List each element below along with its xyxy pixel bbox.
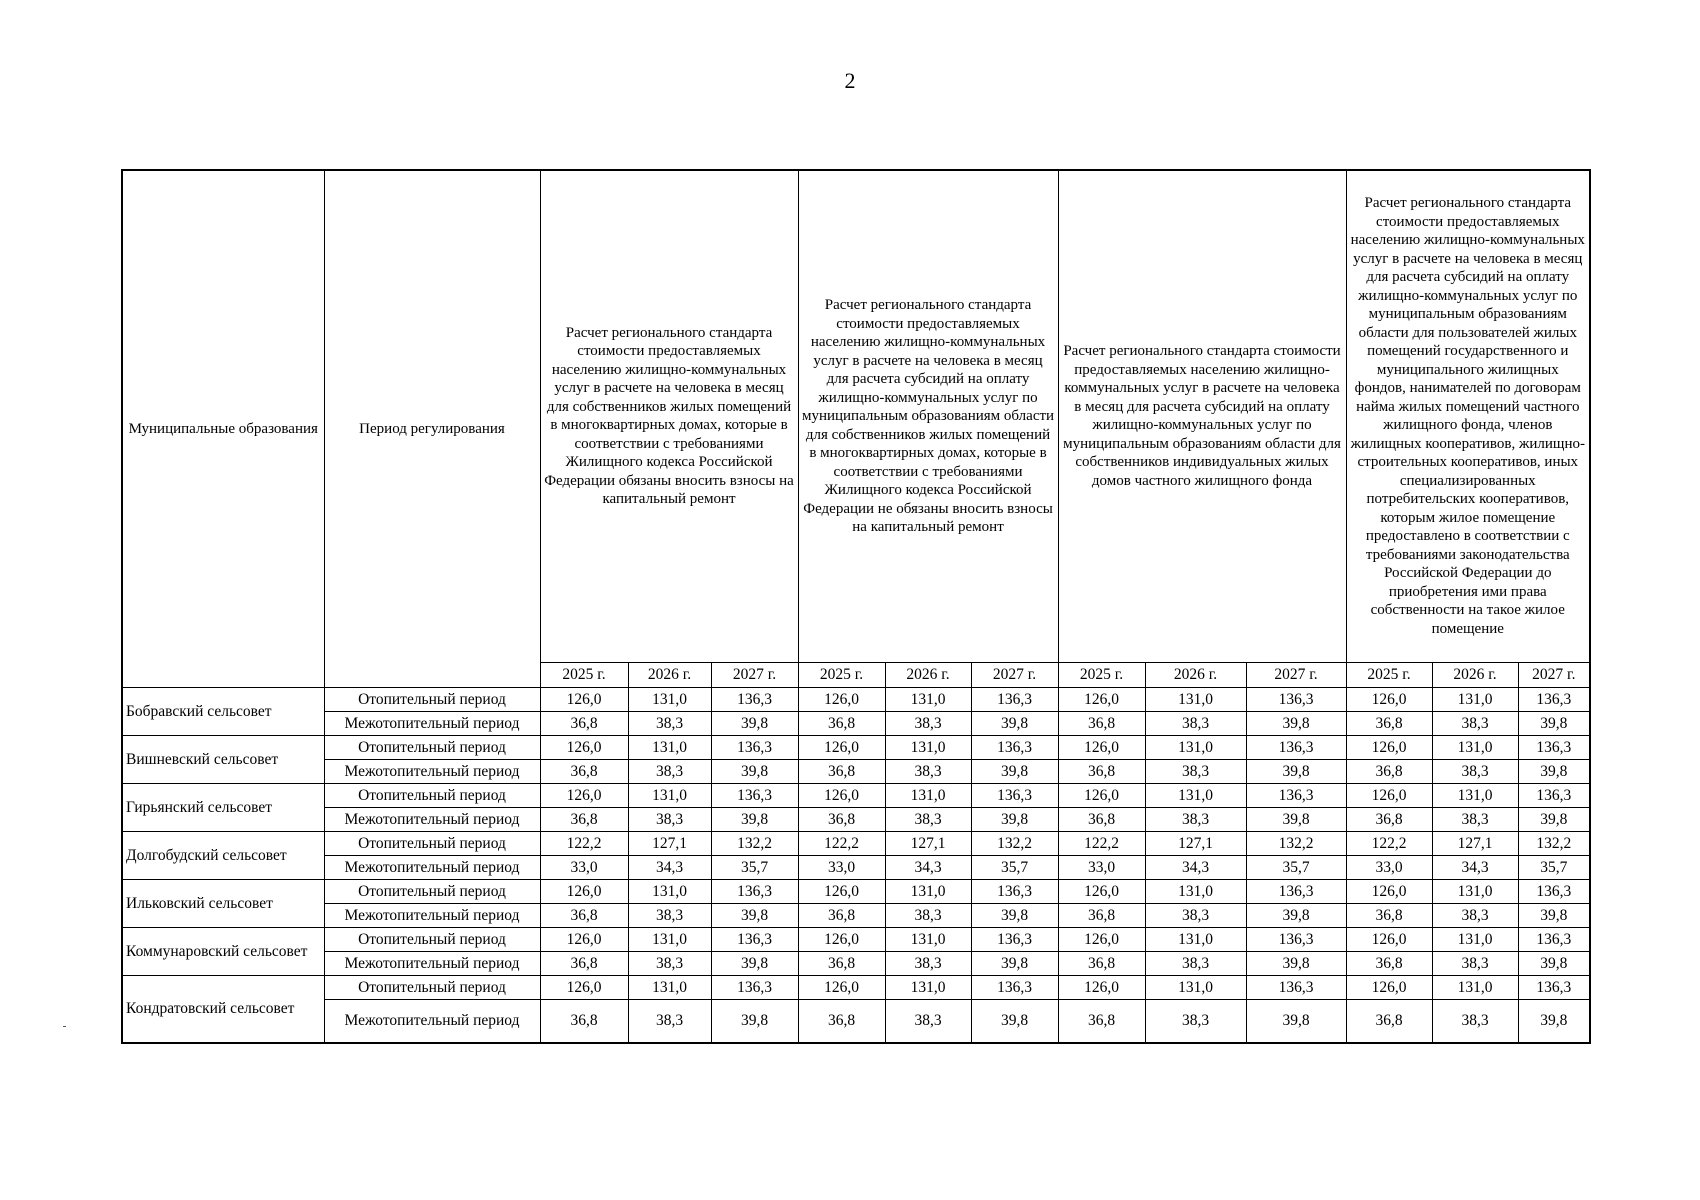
- value-cell: 122,2: [798, 831, 885, 855]
- value-cell: 36,8: [798, 759, 885, 783]
- value-cell: 36,8: [1058, 759, 1145, 783]
- year-header: 2026 г.: [1432, 662, 1518, 687]
- value-cell: 126,0: [1346, 735, 1432, 759]
- header-municipality: Муниципальные образования: [122, 170, 324, 687]
- value-cell: 39,8: [1518, 807, 1590, 831]
- value-cell: 126,0: [798, 735, 885, 759]
- value-cell: 38,3: [628, 903, 711, 927]
- year-header: 2025 г.: [540, 662, 628, 687]
- value-cell: 38,3: [628, 807, 711, 831]
- period-label: Межотопительный период: [324, 951, 540, 975]
- value-cell: 38,3: [885, 999, 971, 1043]
- value-cell: 131,0: [628, 783, 711, 807]
- value-cell: 126,0: [1058, 783, 1145, 807]
- year-header: 2026 г.: [1145, 662, 1246, 687]
- value-cell: 39,8: [711, 807, 798, 831]
- value-cell: 39,8: [1518, 951, 1590, 975]
- value-cell: 132,2: [711, 831, 798, 855]
- value-cell: 36,8: [1346, 711, 1432, 735]
- period-label: Отопительный период: [324, 783, 540, 807]
- value-cell: 36,8: [1058, 711, 1145, 735]
- header-period: Период регулирования: [324, 170, 540, 687]
- value-cell: 131,0: [1432, 879, 1518, 903]
- value-cell: 131,0: [1145, 783, 1246, 807]
- value-cell: 131,0: [885, 783, 971, 807]
- value-cell: 39,8: [1246, 951, 1346, 975]
- value-cell: 39,8: [971, 951, 1058, 975]
- value-cell: 36,8: [1058, 951, 1145, 975]
- period-label: Отопительный период: [324, 927, 540, 951]
- value-cell: 36,8: [798, 951, 885, 975]
- header-group-3: Расчет регионального стандарта стоимости предоставляемых населению жилищно-коммунальных услуг в расчете на человека в месяц для расчета субсидий на оплату жилищно-коммунальных услуг по муниципальным образованиям области для собственников индивидуальных жилых домов частного жилищного фонда: [1058, 170, 1346, 662]
- value-cell: 35,7: [1246, 855, 1346, 879]
- value-cell: 136,3: [1246, 687, 1346, 711]
- value-cell: 39,8: [1518, 999, 1590, 1043]
- value-cell: 35,7: [971, 855, 1058, 879]
- value-cell: 39,8: [711, 711, 798, 735]
- value-cell: 36,8: [1058, 807, 1145, 831]
- value-cell: 136,3: [711, 735, 798, 759]
- year-header: 2026 г.: [885, 662, 971, 687]
- municipality-name: Бобравский сельсовет: [122, 687, 324, 735]
- value-cell: 36,8: [798, 807, 885, 831]
- value-cell: 39,8: [971, 807, 1058, 831]
- value-cell: 36,8: [540, 807, 628, 831]
- value-cell: 131,0: [1432, 687, 1518, 711]
- value-cell: 136,3: [1518, 783, 1590, 807]
- period-label: Межотопительный период: [324, 903, 540, 927]
- value-cell: 39,8: [1518, 759, 1590, 783]
- value-cell: 131,0: [628, 735, 711, 759]
- value-cell: 39,8: [971, 759, 1058, 783]
- value-cell: 38,3: [885, 807, 971, 831]
- value-cell: 132,2: [1246, 831, 1346, 855]
- value-cell: 131,0: [1432, 735, 1518, 759]
- period-label: Отопительный период: [324, 687, 540, 711]
- value-cell: 36,8: [798, 711, 885, 735]
- value-cell: 34,3: [628, 855, 711, 879]
- value-cell: 38,3: [885, 903, 971, 927]
- value-cell: 38,3: [1145, 951, 1246, 975]
- value-cell: 131,0: [628, 975, 711, 999]
- value-cell: 39,8: [711, 951, 798, 975]
- value-cell: 33,0: [1058, 855, 1145, 879]
- value-cell: 136,3: [1518, 927, 1590, 951]
- value-cell: 136,3: [1246, 975, 1346, 999]
- value-cell: 131,0: [885, 735, 971, 759]
- value-cell: 132,2: [1518, 831, 1590, 855]
- table-row: [122, 807, 1590, 831]
- value-cell: 38,3: [885, 759, 971, 783]
- municipality-name: Кондратовский сельсовет: [122, 975, 324, 1043]
- value-cell: 131,0: [628, 927, 711, 951]
- value-cell: 126,0: [540, 879, 628, 903]
- value-cell: 136,3: [971, 687, 1058, 711]
- value-cell: 136,3: [971, 927, 1058, 951]
- period-label: Межотопительный период: [324, 711, 540, 735]
- value-cell: 136,3: [971, 735, 1058, 759]
- value-cell: 36,8: [1058, 999, 1145, 1043]
- value-cell: 39,8: [711, 759, 798, 783]
- period-label: Отопительный период: [324, 975, 540, 999]
- value-cell: 36,8: [798, 903, 885, 927]
- value-cell: 131,0: [1145, 927, 1246, 951]
- value-cell: 127,1: [628, 831, 711, 855]
- value-cell: 36,8: [1346, 807, 1432, 831]
- value-cell: 131,0: [1432, 975, 1518, 999]
- value-cell: 131,0: [1145, 687, 1246, 711]
- value-cell: 36,8: [540, 999, 628, 1043]
- value-cell: 126,0: [798, 975, 885, 999]
- value-cell: 36,8: [1058, 903, 1145, 927]
- value-cell: 136,3: [711, 783, 798, 807]
- value-cell: 38,3: [885, 951, 971, 975]
- value-cell: 126,0: [540, 975, 628, 999]
- value-cell: 131,0: [1145, 879, 1246, 903]
- value-cell: 38,3: [1145, 903, 1246, 927]
- value-cell: 136,3: [971, 879, 1058, 903]
- value-cell: 136,3: [1246, 735, 1346, 759]
- value-cell: 131,0: [1432, 783, 1518, 807]
- value-cell: 39,8: [1518, 711, 1590, 735]
- value-cell: 136,3: [971, 975, 1058, 999]
- header-group-1: Расчет регионального стандарта стоимости предоставляемых населению жилищно-коммунальных услуг в расчете на человека в месяц для собственников жилых помещений в многоквартирных домах, которые в соответствии с требованиями Жилищного кодекса Российской Федерации обязаны вносить взносы на капитальный ремонт: [540, 170, 798, 662]
- value-cell: 38,3: [1432, 951, 1518, 975]
- value-cell: 126,0: [798, 687, 885, 711]
- value-cell: 39,8: [1246, 711, 1346, 735]
- value-cell: 36,8: [1346, 951, 1432, 975]
- value-cell: 126,0: [540, 927, 628, 951]
- municipality-name: Гирьянский сельсовет: [122, 783, 324, 831]
- value-cell: 39,8: [1246, 807, 1346, 831]
- value-cell: 122,2: [540, 831, 628, 855]
- value-cell: 136,3: [711, 975, 798, 999]
- value-cell: 39,8: [971, 903, 1058, 927]
- table-row: [122, 855, 1590, 879]
- municipality-name: Вишневский сельсовет: [122, 735, 324, 783]
- value-cell: 131,0: [1145, 975, 1246, 999]
- value-cell: 39,8: [971, 711, 1058, 735]
- value-cell: 33,0: [540, 855, 628, 879]
- table-row: [122, 831, 1590, 855]
- value-cell: 36,8: [1346, 999, 1432, 1043]
- value-cell: 38,3: [1432, 711, 1518, 735]
- tariff-table-container: [121, 169, 1591, 1044]
- value-cell: 127,1: [885, 831, 971, 855]
- value-cell: 36,8: [1346, 759, 1432, 783]
- value-cell: 131,0: [885, 879, 971, 903]
- value-cell: 126,0: [1058, 735, 1145, 759]
- value-cell: 126,0: [798, 879, 885, 903]
- value-cell: 126,0: [1058, 927, 1145, 951]
- value-cell: 126,0: [1346, 879, 1432, 903]
- value-cell: 126,0: [1058, 879, 1145, 903]
- value-cell: 136,3: [1246, 879, 1346, 903]
- table-row: [122, 999, 1590, 1043]
- page-number: 2: [844, 68, 856, 93]
- period-label: Межотопительный период: [324, 855, 540, 879]
- value-cell: 126,0: [1058, 687, 1145, 711]
- value-cell: 38,3: [1145, 807, 1246, 831]
- value-cell: 38,3: [628, 711, 711, 735]
- value-cell: 126,0: [798, 927, 885, 951]
- value-cell: 136,3: [971, 783, 1058, 807]
- period-label: Межотопительный период: [324, 807, 540, 831]
- value-cell: 126,0: [540, 783, 628, 807]
- header-row: [122, 170, 1590, 662]
- value-cell: 126,0: [540, 687, 628, 711]
- value-cell: 35,7: [1518, 855, 1590, 879]
- period-label: Отопительный период: [324, 831, 540, 855]
- table-body: [122, 687, 1590, 1043]
- value-cell: 38,3: [885, 711, 971, 735]
- scan-artifact: [63, 1026, 66, 1027]
- value-cell: 36,8: [798, 999, 885, 1043]
- value-cell: 136,3: [1518, 879, 1590, 903]
- value-cell: 39,8: [1246, 759, 1346, 783]
- value-cell: 39,8: [711, 999, 798, 1043]
- value-cell: 131,0: [628, 687, 711, 711]
- year-header: 2025 г.: [798, 662, 885, 687]
- period-label: Отопительный период: [324, 879, 540, 903]
- value-cell: 126,0: [1346, 927, 1432, 951]
- value-cell: 38,3: [628, 999, 711, 1043]
- table-row: [122, 903, 1590, 927]
- table-row: [122, 687, 1590, 711]
- year-header: 2027 г.: [1246, 662, 1346, 687]
- value-cell: 136,3: [1518, 975, 1590, 999]
- value-cell: 136,3: [1518, 687, 1590, 711]
- value-cell: 38,3: [1432, 807, 1518, 831]
- municipality-name: Долгобудский сельсовет: [122, 831, 324, 879]
- header-group-2: Расчет регионального стандарта стоимости предоставляемых населению жилищно-коммунальных услуг в расчете на человека в месяц для расчета субсидий на оплату жилищно-коммунальных услуг по муниципальным образованиям области для собственников жилых помещений в многоквартирных домах, которые в соответствии с требованиями Жилищного кодекса Российской Федерации не обязаны вносить взносы на капитальный ремонт: [798, 170, 1058, 662]
- value-cell: 38,3: [1145, 999, 1246, 1043]
- value-cell: 136,3: [711, 927, 798, 951]
- value-cell: 39,8: [1246, 903, 1346, 927]
- table-row: [122, 927, 1590, 951]
- value-cell: 126,0: [1346, 687, 1432, 711]
- value-cell: 36,8: [540, 903, 628, 927]
- value-cell: 136,3: [711, 879, 798, 903]
- year-header: 2027 г.: [1518, 662, 1590, 687]
- value-cell: 131,0: [1145, 735, 1246, 759]
- municipality-name: Ильковский сельсовет: [122, 879, 324, 927]
- value-cell: 36,8: [540, 759, 628, 783]
- value-cell: 38,3: [1145, 711, 1246, 735]
- municipality-name: Коммунаровский сельсовет: [122, 927, 324, 975]
- value-cell: 136,3: [711, 687, 798, 711]
- value-cell: 131,0: [628, 879, 711, 903]
- value-cell: 33,0: [1346, 855, 1432, 879]
- value-cell: 132,2: [971, 831, 1058, 855]
- year-header: 2027 г.: [971, 662, 1058, 687]
- period-label: Межотопительный период: [324, 999, 540, 1043]
- value-cell: 38,3: [628, 951, 711, 975]
- value-cell: 34,3: [885, 855, 971, 879]
- table-row: [122, 759, 1590, 783]
- value-cell: 122,2: [1346, 831, 1432, 855]
- value-cell: 126,0: [540, 735, 628, 759]
- value-cell: 39,8: [1246, 999, 1346, 1043]
- period-label: Отопительный период: [324, 735, 540, 759]
- table-row: [122, 951, 1590, 975]
- tariff-table: [121, 169, 1591, 1044]
- value-cell: 122,2: [1058, 831, 1145, 855]
- year-header: 2025 г.: [1058, 662, 1145, 687]
- value-cell: 39,8: [971, 999, 1058, 1043]
- value-cell: 34,3: [1432, 855, 1518, 879]
- value-cell: 136,3: [1518, 735, 1590, 759]
- header-group-4: Расчет регионального стандарта стоимости предоставляемых населению жилищно-коммунальных услуг в расчете на человека в месяц для расчета субсидий на оплату жилищно-коммунальных услуг по муниципальным образованиям области для пользователей жилых помещений государственного и муниципального жилищных фондов, нанимателей по договорам найма жилых помещений частного жилищного фонда, членов жилищных кооперативов, жилищно-строительных кооперативов, иных специализированных потребительских кооперативов, которым жилое помещение предоставлено в соответствии с требованиями законодательства Российской Федерации до приобретения ими права собственности на такое жилое помещение: [1346, 170, 1590, 662]
- value-cell: 131,0: [885, 687, 971, 711]
- year-header: 2027 г.: [711, 662, 798, 687]
- value-cell: 131,0: [1432, 927, 1518, 951]
- value-cell: 36,8: [1346, 903, 1432, 927]
- year-header: 2026 г.: [628, 662, 711, 687]
- table-row: [122, 975, 1590, 999]
- value-cell: 35,7: [711, 855, 798, 879]
- value-cell: 127,1: [1432, 831, 1518, 855]
- value-cell: 38,3: [1432, 903, 1518, 927]
- value-cell: 126,0: [1346, 975, 1432, 999]
- value-cell: 136,3: [1246, 927, 1346, 951]
- value-cell: 126,0: [1058, 975, 1145, 999]
- value-cell: 131,0: [885, 975, 971, 999]
- value-cell: 126,0: [798, 783, 885, 807]
- table-row: [122, 711, 1590, 735]
- value-cell: 38,3: [1432, 999, 1518, 1043]
- value-cell: 39,8: [711, 903, 798, 927]
- value-cell: 38,3: [1145, 759, 1246, 783]
- value-cell: 127,1: [1145, 831, 1246, 855]
- value-cell: 36,8: [540, 711, 628, 735]
- value-cell: 136,3: [1246, 783, 1346, 807]
- value-cell: 126,0: [1346, 783, 1432, 807]
- period-label: Межотопительный период: [324, 759, 540, 783]
- value-cell: 38,3: [1432, 759, 1518, 783]
- value-cell: 39,8: [1518, 903, 1590, 927]
- year-header: 2025 г.: [1346, 662, 1432, 687]
- table-row: [122, 735, 1590, 759]
- value-cell: 38,3: [628, 759, 711, 783]
- value-cell: 34,3: [1145, 855, 1246, 879]
- value-cell: 36,8: [540, 951, 628, 975]
- table-row: [122, 879, 1590, 903]
- table-row: [122, 783, 1590, 807]
- value-cell: 33,0: [798, 855, 885, 879]
- value-cell: 131,0: [885, 927, 971, 951]
